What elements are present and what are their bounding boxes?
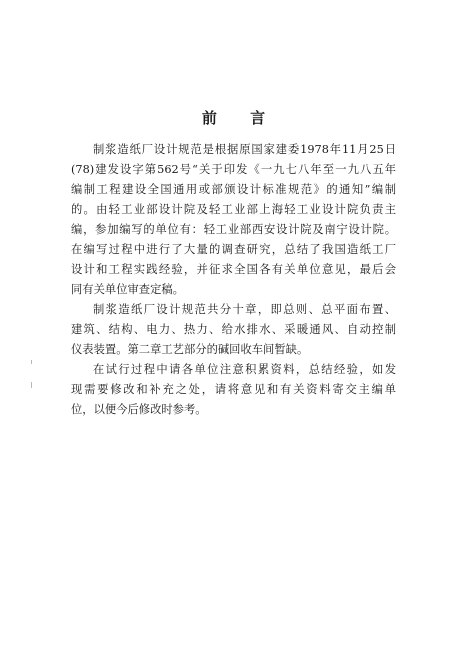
preface-body: [71, 140, 396, 420]
text-line: (78)建发设字第562号“关于印发《一九七八年至一九八五年: [71, 163, 396, 176]
text-line: 同有关单位审查定稿。: [71, 283, 184, 296]
paragraph-2: [71, 300, 396, 360]
text-line: 在编写过程中进行了大量的调查研究，总结了我国造纸工厂: [71, 243, 396, 256]
text-line: 位，以便今后修改时参考。: [71, 403, 207, 416]
text-line: 设计和工程实践经验，并征求全国各有关单位意见，最后会: [71, 263, 396, 276]
text-line: 编，参加编写的单位有：轻工业部西安设计院及南宁设计院。: [71, 223, 396, 236]
text-line: 的。由轻工业部设计院及轻工业部上海轻工业设计院负责主: [71, 203, 396, 216]
text-line: 制浆造纸厂设计规范是根据原国家建委1978年11月25日: [93, 143, 396, 156]
scan-margin-mark: [31, 360, 32, 364]
paragraph-1: [71, 140, 396, 300]
text-line: 编制工程建设全国通用或部颁设计标准规范》的通知”编制: [71, 183, 396, 196]
text-line: 建筑、结构、电力、热力、给水排水、采暖通风、自动控制: [71, 323, 396, 336]
text-line: 现需要修改和补充之处，请将意见和有关资料寄交主编单: [71, 383, 396, 396]
text-line: 仪表装置。第二章工艺部分的碱回收车间暂缺。: [71, 343, 309, 356]
text-line: 制浆造纸厂设计规范共分十章，即总则、总平面布置、: [93, 303, 396, 316]
page-title: 前 言: [201, 109, 280, 127]
text-line: 在试行过程中请各单位注意积累资料，总结经验，如发: [93, 363, 396, 376]
paragraph-3: [71, 360, 396, 420]
scan-margin-mark: [31, 382, 32, 388]
